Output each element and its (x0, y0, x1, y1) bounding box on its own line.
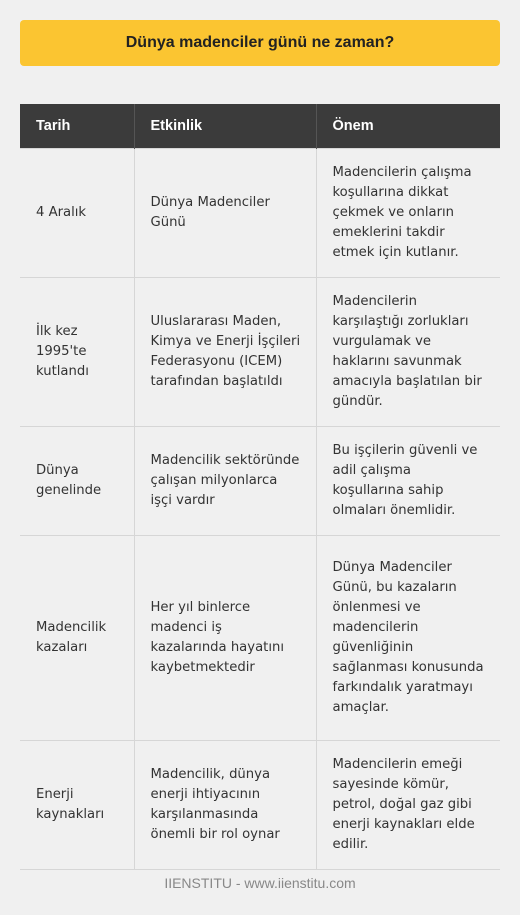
table-cell: Bu işçilerin güvenli ve adil çalışma koşullarına sahip olmaları önemlidir. (316, 427, 500, 536)
table-cell: Madencilik sektöründe çalışan milyonlarca işçi vardır (134, 427, 316, 536)
table-row (20, 149, 500, 278)
table-row (20, 278, 500, 427)
table-cell: 4 Aralık (20, 149, 134, 278)
table-cell: Madencilerin karşılaştığı zorlukları vurgulamak ve haklarını savunmak amacıyla başlatılan bir gündür. (316, 278, 500, 427)
table-cell: Dünya Madenciler Günü, bu kazaların önlenmesi ve madencilerin güvenliğinin sağlanması konusunda farkındalık yaratmayı amaçlar. (316, 536, 500, 741)
table-cell: Dünya Madenciler Günü (134, 149, 316, 278)
table-cell: İlk kez 1995'te kutlandı (20, 278, 134, 427)
column-header-importance: Önem (316, 104, 500, 149)
table-row (20, 741, 500, 870)
title-banner (20, 20, 500, 66)
footer-credit: IIENSTITU - www.iienstitu.com (164, 875, 356, 891)
info-table (20, 104, 500, 870)
table-cell: Madencilerin emeği sayesinde kömür, petrol, doğal gaz gibi enerji kaynakları elde edilir. (316, 741, 500, 870)
table-row (20, 536, 500, 741)
column-header-event: Etkinlik (134, 104, 316, 149)
table-cell: Her yıl binlerce madenci iş kazalarında hayatını kaybetmektedir (134, 536, 316, 741)
table-header-row (20, 104, 500, 149)
page-title: Dünya madenciler günü ne zaman? (125, 34, 395, 51)
table-row (20, 427, 500, 536)
table-cell: Madencilerin çalışma koşullarına dikkat çekmek ve onların emeklerini takdir etmek için kutlanır. (316, 149, 500, 278)
table-cell: Uluslararası Maden, Kimya ve Enerji İşçileri Federasyonu (ICEM) tarafından başlatıldı (134, 278, 316, 427)
table-cell: Enerji kaynakları (20, 741, 134, 870)
table-cell: Madencilik kazaları (20, 536, 134, 741)
table-cell: Madencilik, dünya enerji ihtiyacının karşılanmasında önemli bir rol oynar (134, 741, 316, 870)
table-cell: Dünya genelinde (20, 427, 134, 536)
column-header-date: Tarih (20, 104, 134, 149)
